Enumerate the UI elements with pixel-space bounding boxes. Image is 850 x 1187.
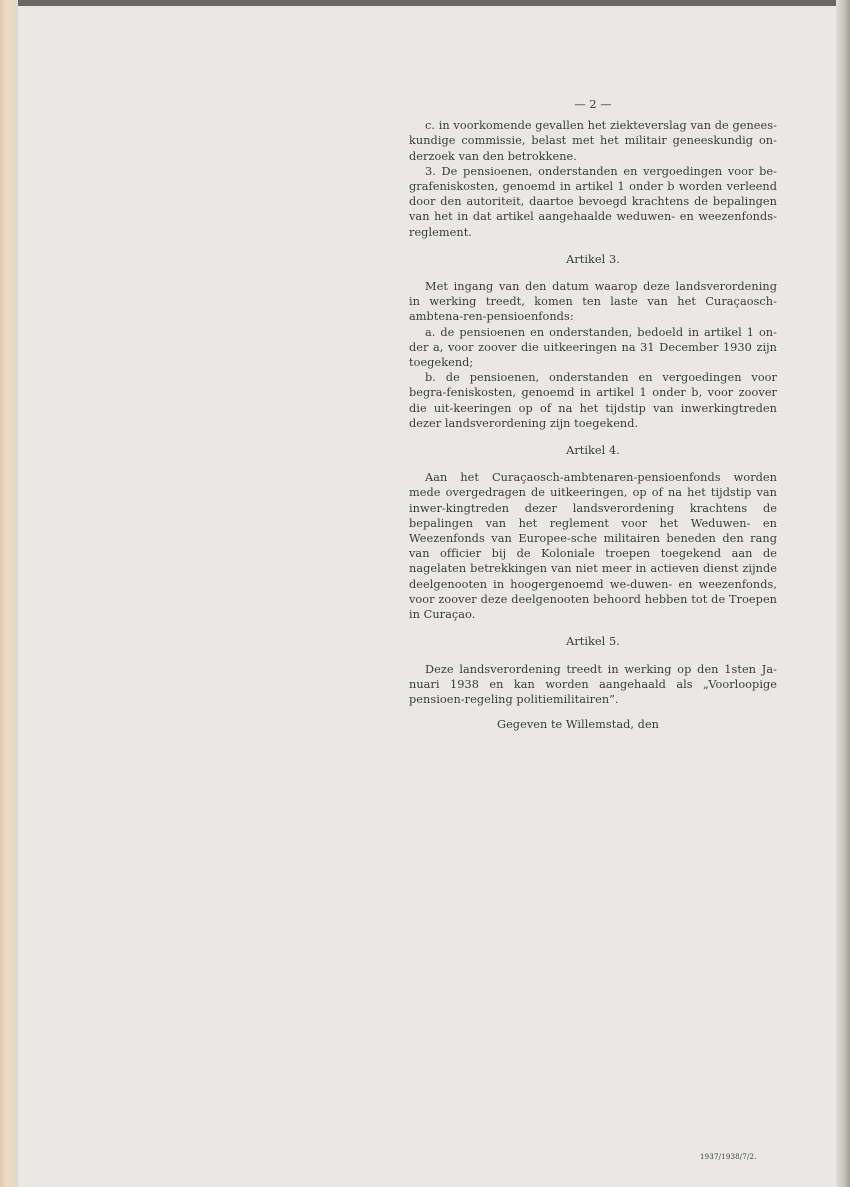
article-4-heading: Artikel 4.: [566, 444, 620, 458]
article-3-item-a: a. de pensioenen en onderstanden, bedoeld in artikel 1 on-der a, voor zoover die uitkeeringen na 31 December 1930 zijn toegekend;: [409, 325, 777, 370]
page-number: — 2 —: [574, 98, 612, 111]
paper-right-edge: [836, 0, 850, 1187]
text-column: [409, 97, 777, 732]
paper-left-edge: [0, 0, 18, 1187]
closing-line: Gegeven te Willemstad, den: [497, 718, 660, 732]
item-c: c. in voorkomende gevallen het ziekteverslag van de genees-kundige commissie, belast met het militair geneeskundig on-derzoek van den betrokkene.: [409, 119, 777, 163]
article-3-heading: Artikel 3.: [566, 252, 620, 266]
article-5-text: Deze landsverordening treedt in werking op den 1sten Ja-nuari 1938 en kan worden aangehaald als „Voorloopige pensioen-regeling politiemilitairen”.: [409, 662, 777, 706]
article-3-intro: Met ingang van den datum waarop deze landsverordening in werking treedt, komen ten laste van het Curaçaosch-ambtena-ren-pensioenfonds:: [409, 280, 777, 324]
article-5-heading: Artikel 5.: [566, 635, 620, 649]
article-4-text: Aan het Curaçaosch-ambtenaren-pensioenfonds worden mede overgedragen de uitkeeringen, op of na het tijdstip van inwer-kingtreden dezer landsverordening krachtens de bepalingen van het reglement voor het Weduwen- en Weezenfonds van Europee-sche militairen beneden den rang van officier bij de Koloniale troepen toegekend aan de nagelaten betrekkingen van niet meer in actieven dienst zijnde deelgenooten in hoogergenoemd we-duwen- en weezenfonds, voor zoover deze deelgenooten behoord hebben tot de Troepen in Curaçao.: [409, 471, 777, 622]
item-3: 3. De pensioenen, onderstanden en vergoedingen voor be-grafeniskosten, genoemd in artikel 1 onder b worden verleend door den autoriteit, daartoe bevoegd krachtens de bepalingen van het in dat artikel aangehaalde weduwen- en weezenfonds-reglement.: [409, 164, 777, 239]
footer-reference: 1937/1938/7/2.: [700, 1153, 757, 1161]
article-3-item-b: b. de pensioenen, onderstanden en vergoedingen voor begra-feniskosten, genoemd in artikel 1 onder b, voor zoover die uit-keeringen op of na het tijdstip van inwerkingtreden dezer landsverordening zijn toegekend.: [409, 371, 777, 430]
